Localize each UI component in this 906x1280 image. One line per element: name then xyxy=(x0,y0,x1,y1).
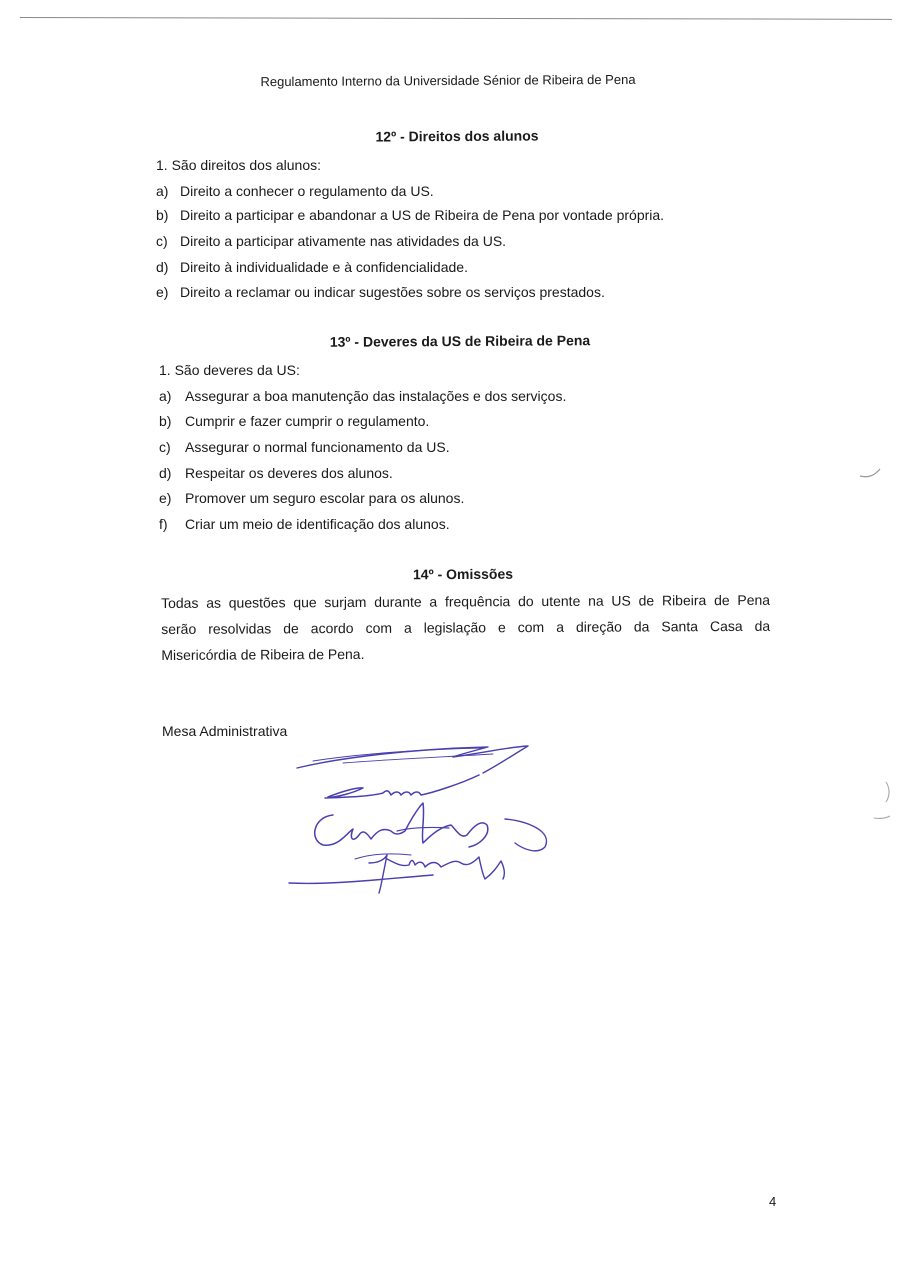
list-item-text: Assegurar a boa manutenção das instalações e dos serviços. xyxy=(185,388,567,404)
list-item-letter: a) xyxy=(159,388,172,404)
list-item-text: Criar um meio de identificação dos alunos. xyxy=(185,516,450,532)
list-item-text: Cumprir e fazer cumprir o regulamento. xyxy=(185,413,430,429)
signature-label: Mesa Administrativa xyxy=(162,723,288,739)
section-13-intro: 1. São deveres da US: xyxy=(159,362,300,378)
list-item-letter: e) xyxy=(159,490,172,506)
section-12-intro: 1. São direitos dos alunos: xyxy=(156,157,321,173)
list-item xyxy=(159,388,566,404)
list-item-letter: b) xyxy=(159,413,172,429)
list-item-letter: f) xyxy=(159,516,168,532)
paragraph-line: serão resolvidas de acordo com a legislação e com a direção da Santa Casa da xyxy=(161,617,771,637)
list-item-letter: d) xyxy=(156,259,169,275)
list-item xyxy=(159,413,429,429)
list-item-text: Promover um seguro escolar para os alunos. xyxy=(185,490,465,506)
scan-artifact-mark xyxy=(858,466,882,480)
page-number: 4 xyxy=(769,1194,777,1209)
section-12-title: 12º - Direitos dos alunos xyxy=(375,127,539,145)
handwritten-signatures xyxy=(283,735,563,900)
list-item xyxy=(156,233,506,249)
list-item xyxy=(159,490,464,506)
scan-artifact-mark xyxy=(870,778,894,822)
list-item-text: Direito a reclamar ou indicar sugestões sobre os serviços prestados. xyxy=(180,284,605,300)
paragraph-line: Misericórdia de Ribeira de Pena. xyxy=(161,645,365,663)
list-item xyxy=(156,183,434,199)
list-item xyxy=(156,284,605,300)
section-13-title: 13º - Deveres da US de Ribeira de Pena xyxy=(329,332,591,350)
list-item xyxy=(156,259,468,275)
list-item xyxy=(159,516,450,532)
list-item-text: Direito a participar e abandonar a US de Ribeira de Pena por vontade própria. xyxy=(180,207,665,223)
list-item-text: Respeitar os deveres dos alunos. xyxy=(185,465,393,481)
section-14-paragraph xyxy=(161,587,770,668)
list-item-letter: e) xyxy=(156,284,169,300)
list-item-text: Assegurar o normal funcionamento da US. xyxy=(185,439,450,455)
list-item xyxy=(159,465,393,481)
list-item-letter: b) xyxy=(156,207,169,223)
list-item-letter: a) xyxy=(156,183,169,199)
section-14-title: 14º - Omissões xyxy=(412,565,514,583)
list-item-letter: c) xyxy=(159,439,171,455)
list-item-text: Direito a conhecer o regulamento da US. xyxy=(180,183,434,199)
list-item-text: Direito a participar ativamente nas atividades da US. xyxy=(180,233,507,249)
list-item xyxy=(159,439,450,455)
list-item-letter: d) xyxy=(159,465,172,481)
list-item xyxy=(156,207,664,223)
page-header: Regulamento Interno da Universidade Sénior de Ribeira de Pena xyxy=(260,71,636,90)
paragraph-line: Todas as questões que surjam durante a frequência do utente na US de Ribeira de Pena xyxy=(161,591,771,611)
list-item-text: Direito à individualidade e à confidencialidade. xyxy=(180,259,468,275)
list-item-letter: c) xyxy=(156,233,168,249)
